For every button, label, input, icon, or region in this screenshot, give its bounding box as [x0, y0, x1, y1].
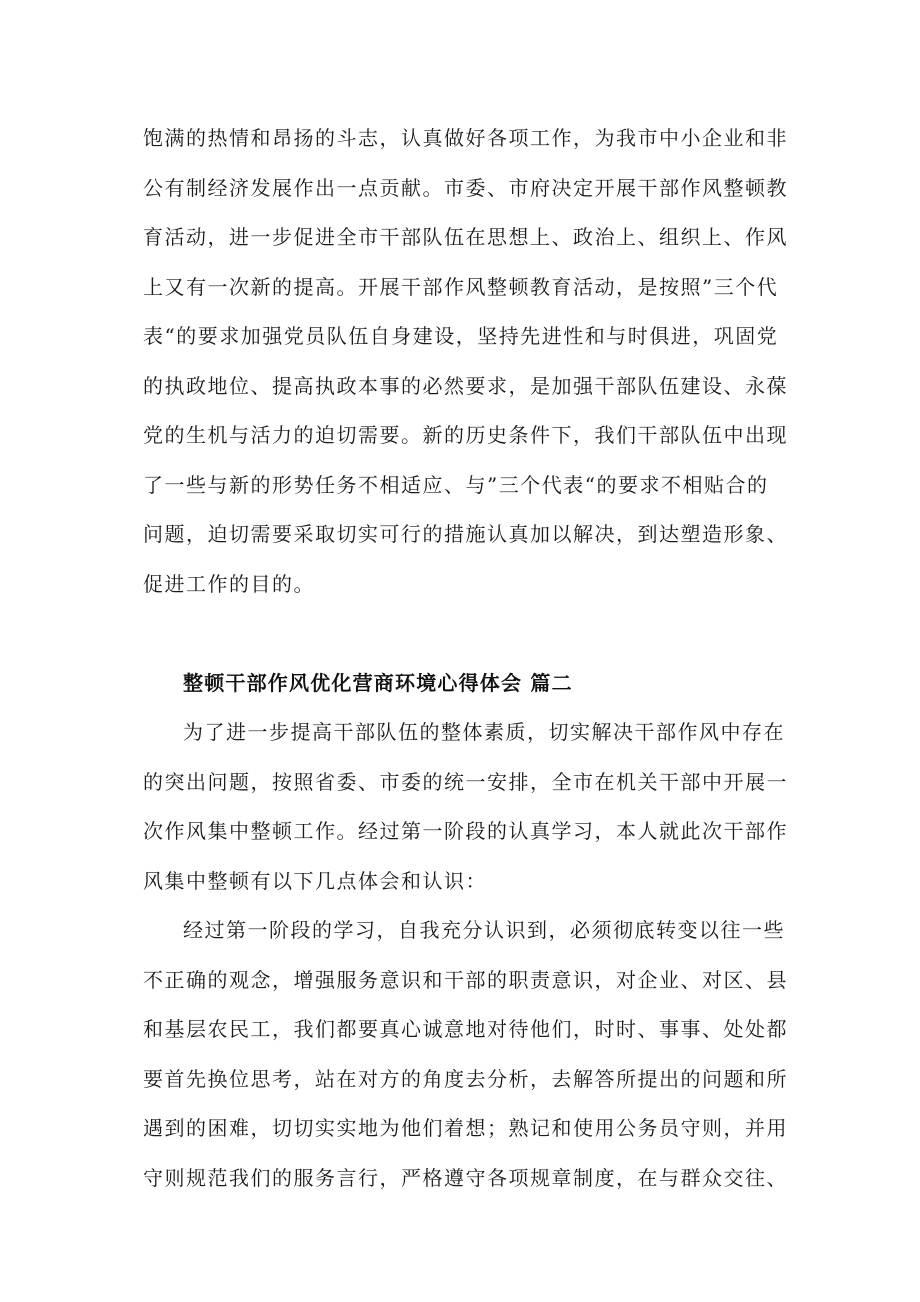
body-text-line: 守则规范我们的服务言行，严格遵守各项规章制度，在与群众交往、 — [143, 1166, 788, 1190]
body-text-line: 风集中整顿有以下几点体会和认识： — [143, 869, 487, 893]
body-text-line: 党的生机与活力的迫切需要。新的历史条件下，我们干部队伍中出现 — [143, 423, 788, 447]
body-text-line: 和基层农民工，我们都要真心诚意地对待他们，时时、事事、处处都 — [143, 1017, 788, 1041]
body-text-line: 次作风集中整顿工作。经过第一阶段的认真学习，本人就此次干部作 — [143, 819, 788, 843]
body-text-line: 了一些与新的形势任务不相适应、与”三个代表“的要求不相贴合的 — [143, 473, 769, 497]
body-text-line: 饱满的热情和昂扬的斗志，认真做好各项工作，为我市中小企业和非 — [143, 126, 788, 150]
body-text-line: 的突出问题，按照省委、市委的统一安排，全市在机关干部中开展一 — [143, 770, 788, 794]
body-text-line: 上又有一次新的提高。开展干部作风整顿教育活动，是按照”三个代 — [143, 275, 779, 299]
body-text-line: 表“的要求加强党员队伍自身建设，坚持先进性和与时俱进，巩固党 — [143, 324, 779, 348]
body-text-line: 促进工作的目的。 — [143, 572, 315, 596]
paragraph-first-line: 为了进一步提高干部队伍的整体素质，切实解决干部作风中存在 — [183, 720, 785, 744]
body-text-line: 育活动，进一步促进全市干部队伍在思想上、政治上、组织上、作风 — [143, 225, 788, 249]
body-text-line: 不正确的观念，增强服务意识和干部的职责意识，对企业、对区、县 — [143, 968, 788, 992]
body-text-line: 遇到的困难，切切实实地为他们着想；熟记和使用公务员守则，并用 — [143, 1116, 788, 1140]
body-text-line: 问题，迫切需要采取切实可行的措施认真加以解决，到达塑造形象、 — [143, 522, 788, 546]
body-text-line: 要首先换位思考，站在对方的角度去分析，去解答所提出的问题和所 — [143, 1067, 788, 1091]
body-text-line: 公有制经济发展作出一点贡献。市委、市府决定开展干部作风整顿教 — [143, 176, 788, 200]
body-text-line: 的执政地位、提高执政本事的必然要求，是加强干部队伍建设、永葆 — [143, 374, 788, 398]
section-heading: 整顿干部作风优化营商环境心得体会 篇二 — [183, 671, 573, 695]
paragraph-first-line: 经过第一阶段的学习，自我充分认识到，必须彻底转变以往一些 — [183, 918, 785, 942]
